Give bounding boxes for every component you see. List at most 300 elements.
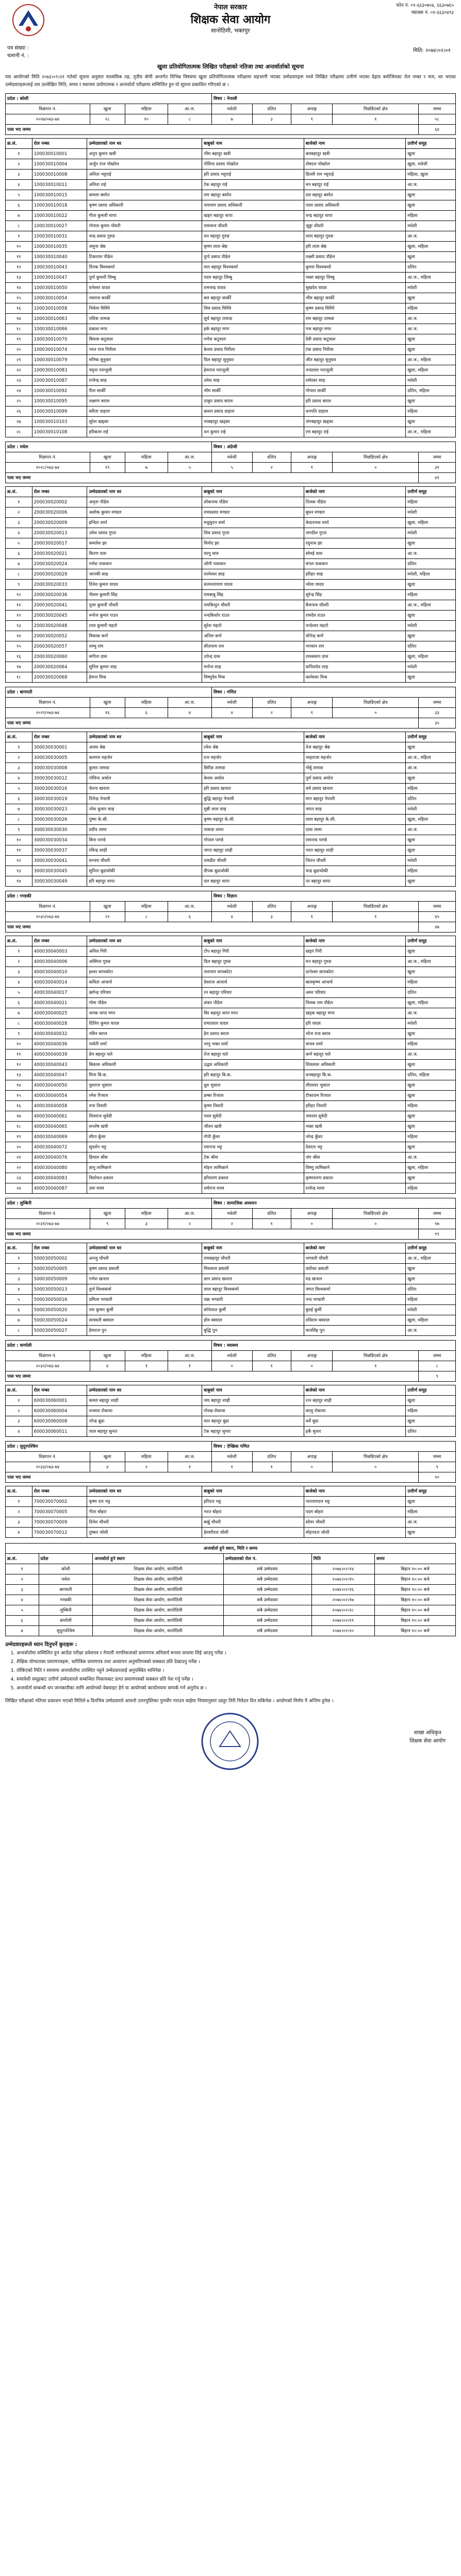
vacancy-value-cell: ० [333,708,419,718]
fax-number: फ्याक्स नं. ०१-६६३०४९३ [411,10,454,15]
candidate-name: नरेश कुमार साह [87,804,202,815]
candidate-grandfather: पदम बोहरा [304,1507,405,1517]
candidate-group: खुला [406,1029,456,1039]
schedule-cell: बिहान १०:०० बजे [375,1564,456,1574]
candidate-name: रविन्द्र शाही [87,845,202,856]
candidate-row [6,1080,456,1091]
candidate-grandfather: सुरेन्द्र सिंह [304,590,405,600]
schedule-cell: कर्णाली [39,1616,93,1626]
contact-info [396,2,454,16]
candidate-serial: २० [6,345,32,355]
candidate-name: कल्पना महर्जन [87,753,202,763]
candidate-row [6,1122,456,1132]
candidate-row [6,1326,456,1336]
schedule-header-cell: प्रदेश [39,1554,93,1564]
candidate-roll: 700030070005 [32,1507,87,1517]
candidate-group: खुला [406,611,456,621]
candidate-name: बिमला कटुवाल [87,334,202,345]
candidate-name: सरस्वती बस्याल [87,1315,202,1326]
candidate-grandfather: दल बहादुर बस्नेत [304,190,405,200]
candidate-row [6,242,456,252]
candidate-name: हरि बहादुर थापा [87,876,202,887]
candidate-header-cell: उत्तीर्ण समूह [406,1486,456,1497]
vacancy-header-cell: दलित [252,452,291,463]
candidate-serial: २ [6,957,32,967]
candidate-grandfather: नन्द भण्डारी [304,1295,405,1305]
candidate-father: रमेश श्रेष्ठ [202,742,304,753]
candidate-grandfather: नन्दलाल पराजुली [304,365,405,376]
vacancy-header-cell: आ.ज. [168,1452,211,1462]
candidate-serial: ३ [6,1416,32,1427]
candidate-grandfather: मन बहादुर राई [304,180,405,190]
schedule-row [6,1616,456,1626]
candidate-group: खुला [406,190,456,200]
candidate-group: महिला [406,590,456,600]
candidate-serial: १३ [6,273,32,283]
candidate-header-cell: बाजेको नाम [304,936,405,946]
candidate-group: खुला [406,835,456,845]
vacancy-header-cell: आ.ज. [168,1351,211,1361]
signatory-org: शिक्षक सेवा आयोग [409,1738,446,1744]
candidate-serial: ६ [6,794,32,804]
candidate-group: खुला [406,1122,456,1132]
candidate-grandfather: भगवान राम [304,641,405,652]
candidate-roll: 600030060004 [32,1406,87,1416]
candidate-serial: ३ [6,518,32,528]
candidate-father: हरि प्रसाद भट्टराई [202,170,304,180]
vacancy-value-row [6,114,456,125]
schedule-cell: सुदूरपश्चिम [39,1626,93,1636]
candidate-row [6,866,456,876]
candidate-grandfather: दधिराम बस्याल [304,1315,405,1326]
candidate-header-cell: रोल नम्बर [32,936,87,946]
candidate-group: खुला [406,1528,456,1538]
signatory [409,1729,446,1745]
candidate-row [6,1295,456,1305]
candidate-father: पासाङ लामा [202,825,304,835]
candidate-row [6,386,456,396]
candidate-serial: १ [6,497,32,507]
vacancy-label-row [6,1442,456,1452]
schedule-title: अन्तर्वार्ता हुने स्थान, मिति र समय [6,1544,456,1554]
candidate-group: खुला [406,1274,456,1284]
candidate-roll: 400030040021 [32,998,87,1008]
candidate-name: धनसरा रोकाया [87,1406,202,1416]
vacancy-header-cell: अपाङ्ग [291,452,333,463]
candidate-name: कमलेश झा [87,538,202,549]
candidate-roll: 400030040036 [32,1039,87,1049]
candidate-grandfather: भक्त बहादुर लिम्बु [304,273,405,283]
candidate-group: खुला [406,149,456,159]
candidate-roll: 100030010011 [32,180,87,190]
candidate-group: खुला [406,538,456,549]
candidate-row [6,427,456,437]
candidate-father: ज्ञान प्रसाद खनाल [202,1274,304,1284]
candidate-serial: ७ [6,1315,32,1326]
candidate-father: केशव प्रसाद निरौला [202,345,304,355]
schedule-cell: २०७४।०२।१४ [311,1564,374,1574]
candidate-grandfather: नर बहादुर थापा [304,876,405,887]
candidate-group: खुला [406,1264,456,1274]
candidate-row [6,345,456,355]
candidate-group: खुला [406,334,456,345]
candidate-roll: 300030030005 [32,753,87,763]
pass-summary-value: १० [419,1472,456,1483]
subject-label: विषय : ऐच्छिक गणित [211,1442,455,1452]
candidate-name: सुदर्शन भट्ट [87,1142,202,1153]
candidate-roll: 400030040006 [32,957,87,967]
candidate-name: अस्मिता गुरुङ [87,957,202,967]
candidate-father: बल बहादुर कार्की [202,293,304,303]
candidate-group: महिला [406,1295,456,1305]
candidate-row [6,631,456,641]
candidate-grandfather: दावा लामा [304,825,405,835]
candidate-serial: १७ [6,314,32,324]
schedule-cell: गण्डकी [39,1595,93,1605]
vacancy-header-row [6,1452,456,1462]
candidate-grandfather: खड्ग गिरी [304,946,405,957]
vacancy-value-cell: ० [291,1462,333,1472]
candidate-row [6,672,456,683]
candidate-father: शंकर पौडेल [202,998,304,1008]
candidate-group: दलित [406,794,456,804]
candidate-grandfather: भीम बहादुर कार्की [304,293,405,303]
vacancy-value-cell: ५ [168,463,211,473]
candidate-row [6,1305,456,1315]
candidate-row [6,753,456,763]
vacancy-value-cell: ४ [90,1361,125,1371]
ref-label: पत्र संख्या : [7,45,29,51]
candidate-roll: 500030050024 [32,1315,87,1326]
subject-sections [5,93,456,1538]
candidate-roll: 300030030034 [32,835,87,845]
vacancy-header-cell: आ.ज. [168,104,211,114]
subject-label: विषय : स्वास्थ्य [211,1341,455,1351]
candidate-father: उपेन्द्र दास [202,652,304,662]
candidate-table [5,1385,456,1437]
vacancy-value-cell: १ [333,114,419,125]
candidate-group: खुला [406,200,456,211]
candidate-serial: ५ [6,1295,32,1305]
candidate-roll: 100030010066 [32,324,87,334]
candidate-roll: 300030030030 [32,825,87,835]
vacancy-header-cell: महिला [125,698,168,708]
schedule-cell: २०७४।०२।१५ [311,1574,374,1585]
candidate-father: रामदयाल यादव [202,1019,304,1029]
candidate-row [6,1315,456,1326]
candidate-roll: 100030010087 [32,376,87,386]
candidate-row [6,549,456,559]
candidate-name: जमुना श्रेष्ठ [87,242,202,252]
candidate-header-cell: बाजेको नाम [304,1243,405,1253]
candidate-group: मधेशी, महिला [406,569,456,580]
candidate-row [6,149,456,159]
candidate-serial: २१ [6,355,32,365]
candidate-group: आ.ज. [406,825,456,835]
candidate-grandfather: पूर्ण प्रसाद अर्याल [304,773,405,784]
vacancy-header-cell: महिला [125,1209,168,1219]
candidate-group: खुला, महिला [406,815,456,825]
candidate-serial: २ [6,753,32,763]
candidate-roll: 300030030001 [32,742,87,753]
vacancy-header-cell: विज्ञापन नं. [6,902,90,912]
pass-summary-label: पास भए जम्मा [6,125,419,135]
candidate-name: पुष्पा के.सी. [87,815,202,825]
vacancy-value-cell: ३ [252,912,291,922]
candidate-group: आ.ज. [406,324,456,334]
vacancy-value-cell: ३३ [419,708,456,718]
subject-label: विषय : नेपाली [211,94,455,104]
candidate-grandfather: रत्न बहादुर शाही [304,1396,405,1406]
notes-list [5,1650,456,1692]
vacancy-label-row [6,891,456,902]
candidate-grandfather: रुद्र खनाल [304,1274,405,1284]
candidate-table [5,732,456,887]
candidate-name: लाल बहादुर सुनार [87,1427,202,1437]
candidate-group: मधेशी [406,856,456,866]
candidate-header-cell: क्र.सं. [6,732,32,742]
candidate-serial: १ [6,946,32,957]
candidate-row [6,988,456,998]
schedule-cell: ७ [6,1626,39,1636]
candidate-father: रामप्रसाद मण्डल [202,507,304,518]
schedule-cell: शिक्षक सेवा आयोग, सानोठिमी [93,1626,223,1636]
candidate-father: टोप बहादुर गिरी [202,946,304,957]
candidate-grandfather: भाइराजा महर्जन [304,753,405,763]
candidate-roll: 300030030023 [32,804,87,815]
candidate-name: उमा मल्ल [87,1183,202,1194]
vacancy-value-cell: ७ [211,114,252,125]
vacancy-header-row [6,452,456,463]
pass-summary-label: पास भए जम्मा [6,718,419,728]
candidate-roll: 500030050009 [32,1274,87,1284]
candidate-row [6,303,456,314]
subject-label: विषय : सामाजिक अध्ययन [211,1198,455,1209]
candidate-roll: 300030030041 [32,856,87,866]
vacancy-value-cell: ९ [90,1219,125,1229]
candidate-name: ज्ञानु लामिछाने [87,1163,202,1173]
candidate-header-cell: क्र.सं. [6,487,32,497]
candidate-header-cell: बाबुको नाम [202,936,304,946]
schedule-cell: सबै उम्मेदवार [223,1585,311,1595]
candidate-group: महिला [406,1101,456,1111]
vacancy-header-cell: जम्मा [419,902,456,912]
vacancy-value-cell: १ [333,1361,419,1371]
candidate-name: पार्वती शर्मा [87,1039,202,1049]
vacancy-table [5,93,456,135]
candidate-father: सुरेश महतो [202,621,304,631]
vacancy-header-cell: विज्ञापन नं. [6,452,90,463]
candidate-father: गोपी कुँवर [202,1132,304,1142]
vacancy-header-cell: विज्ञापन नं. [6,1209,90,1219]
vacancy-value-cell: ८ [125,912,168,922]
province-label: प्रदेश : गण्डकी [6,891,212,902]
candidate-roll: 400030040061 [32,1111,87,1122]
vacancy-value-row [6,708,456,718]
vacancy-header-cell: अपाङ्ग [291,104,333,114]
candidate-father: जोगी पासवान [202,559,304,569]
schedule-header-cell: क्र.सं. [6,1554,39,1564]
candidate-group: आ.ज. [406,180,456,190]
vacancy-value-cell: ८ [419,1361,456,1371]
candidate-father: भीम बहादुर खत्री [202,149,304,159]
candidate-name: टिकाराम पौडेल [87,252,202,262]
candidate-roll: 100030010079 [32,355,87,365]
candidate-roll: 300030030026 [32,815,87,825]
schedule-body [6,1564,456,1636]
candidate-father: रामबाबु सिंह [202,590,304,600]
candidate-roll: 100030010008 [32,170,87,180]
candidate-father: परमेश्वर साह [202,569,304,580]
candidate-name: लक्ष्मण बराल [87,396,202,406]
candidate-roll: 500030050020 [32,1305,87,1315]
candidate-name: सुनिता बुढाथोकी [87,866,202,876]
candidate-row [6,977,456,988]
candidate-group: मधेशी [406,1019,456,1029]
vacancy-header-cell: दलित [252,902,291,912]
organization-name: शिक्षक सेवा आयोग [190,13,271,26]
candidate-serial: ५ [6,784,32,794]
candidate-name: दुर्गा विश्वकर्मा [87,1284,202,1295]
candidate-father: विष्णुदेव मिश्र [202,672,304,683]
vacancy-header-cell: महिला [125,1351,168,1361]
candidate-father: हेमराज पराजुली [202,365,304,376]
candidate-serial: ६ [6,1305,32,1315]
schedule-header-cell: समय [375,1554,456,1564]
pass-summary-row [6,1371,456,1382]
candidate-roll: 300030030019 [32,794,87,804]
candidate-group: मधेशी [406,528,456,538]
candidate-group: दलित, महिला [406,1070,456,1080]
candidate-serial: ४ [6,180,32,190]
candidate-roll: 600030060008 [32,1416,87,1427]
notes-title: उम्मेदवारहरूले ध्यान दिनुपर्ने कुराहरू : [5,1642,77,1648]
candidate-roll: 400030040087 [32,1183,87,1194]
candidate-roll: 300030030037 [32,845,87,856]
candidate-serial: १० [6,1039,32,1049]
candidate-grandfather: विष्णु लामिछाने [304,1163,405,1173]
candidate-roll: 700030070009 [32,1517,87,1528]
candidate-grandfather: भरत बहादुर शाही [304,845,405,856]
candidate-grandfather: जयराम सुवेदी [304,1111,405,1122]
vacancy-header-cell: पिछडिएको क्षेत्र [333,698,419,708]
candidate-group: आ.ज. [406,1517,456,1528]
candidate-name: कमल बहादुर शाही [87,1396,202,1406]
vacancy-header-cell: मधेशी [211,452,252,463]
vacancy-value-cell: २ [211,1219,252,1229]
subject-label: विषय : गणित [211,687,455,698]
vacancy-header-cell: महिला [125,104,168,114]
candidate-serial: ४ [6,773,32,784]
subject-section [5,891,456,1194]
candidate-name: सीता कुँवर [87,1132,202,1142]
candidate-row [6,273,456,283]
candidate-group: खुला [406,672,456,683]
candidate-father: गोविन्द प्रसाद पोखरेल [202,159,304,170]
vacancy-value-cell: ० [333,463,419,473]
candidate-header-cell: रोल नम्बर [32,1486,87,1497]
candidate-father: रामकिशुन चौधरी [202,600,304,611]
candidate-grandfather: सुखदेव यादव [304,283,405,293]
candidate-group: आ.ज. [406,1008,456,1019]
candidate-name: रमेश रिजाल [87,1091,202,1101]
vacancy-header-cell: मधेशी [211,902,252,912]
candidate-name: प्रकाश मगर [87,324,202,334]
candidate-name: युवराज भुसाल [87,1080,202,1091]
candidate-father: रामबहादुर चौधरी [202,1253,304,1264]
candidate-roll: 300030030016 [32,784,87,794]
pass-summary-row [6,125,456,135]
candidate-row [6,946,456,957]
vacancy-table [5,1340,456,1382]
candidate-serial: ६ [6,998,32,1008]
vacancy-header-cell: खुला [90,698,125,708]
candidate-roll: 200030020009 [32,518,87,528]
candidate-grandfather: जुठ्ठा चौधरी [304,221,405,231]
schedule-cell: १ [6,1564,39,1574]
vacancy-value-cell: ६ [125,708,168,718]
schedule-cell: सबै उम्मेदवार [223,1564,311,1574]
candidate-table [5,936,456,1194]
candidate-row [6,170,456,180]
vacancy-label-row [6,1341,456,1351]
organization-address: सानोठिमी, भक्तपुर [211,27,250,34]
candidate-father: टेक बहादुर राई [202,180,304,190]
candidate-serial: १४ [6,631,32,641]
candidate-name: अमृता पौडेल [87,497,202,507]
candidate-row [6,1253,456,1264]
candidate-group: महिला, खुला [406,170,456,180]
candidate-name: दुर्गा कुमारी लिम्बु [87,273,202,283]
schedule-cell: बिहान १०:०० बजे [375,1605,456,1616]
candidate-serial: ६ [6,549,32,559]
candidate-row [6,1142,456,1153]
subject-section [5,442,456,683]
candidate-header-cell: उत्तीर्ण समूह [406,139,456,149]
candidate-grandfather: सोमर चौधरी [304,1517,405,1528]
schedule-cell: शिक्षक सेवा आयोग, सानोठिमी [93,1564,223,1574]
schedule-cell: २०७४।०२।२० [311,1626,374,1636]
candidate-row [6,804,456,815]
candidate-roll: 100030010054 [32,293,87,303]
candidate-father: हेम प्रसाद बराल [202,1029,304,1039]
candidate-father: जय बहादुर शाही [202,1396,304,1406]
candidate-serial: १६ [6,1101,32,1111]
vacancy-value-row [6,463,456,473]
vacancy-value-cell: ० [333,1219,419,1229]
candidate-father: रामचन्द्र यादव [202,283,304,293]
vacancy-header-cell: दलित [252,1209,291,1219]
candidate-roll: 200030020033 [32,580,87,590]
schedule-header-row [6,1554,456,1564]
candidate-serial: १० [6,590,32,600]
subject-section [5,1198,456,1336]
candidate-name: प्रेम बहादुर घले [87,1049,202,1060]
candidate-roll: 500030050016 [32,1295,87,1305]
schedule-cell: मधेश [39,1574,93,1585]
candidate-father: रत्न महर्जन [202,753,304,763]
vacancy-header-row [6,698,456,708]
candidate-grandfather: केदारनाथ शर्मा [304,518,405,528]
candidate-header-cell: रोल नम्बर [32,732,87,742]
candidate-group: आ.ज., महिला [406,427,456,437]
vacancy-value-cell: १ [252,1219,291,1229]
candidate-group: आ.ज. [406,1049,456,1060]
candidate-group: खुला [406,293,456,303]
candidate-group: खुला [406,742,456,753]
candidate-row [6,1091,456,1101]
candidate-header-cell: क्र.सं. [6,936,32,946]
